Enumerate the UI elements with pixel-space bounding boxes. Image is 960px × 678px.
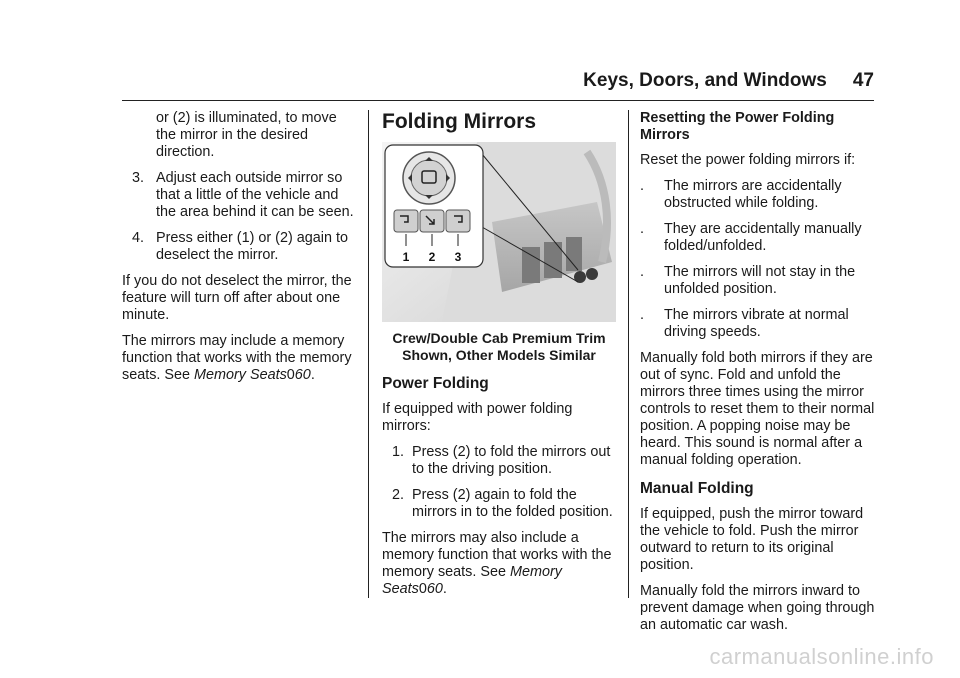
section-heading: Folding Mirrors [382,110,536,133]
page-ref-arrow: 0 [418,581,427,597]
step-text: Press (2) to fold the mirrors out to the driving position. [412,444,611,477]
page-header [583,70,874,92]
bullet-text: The mirrors vibrate at normal driving speeds. [664,307,849,340]
subheading-manual-folding: Manual Folding [640,480,754,497]
page-number: 47 [852,70,874,91]
step-text: Adjust each outside mirror so that a little of the vehicle and the area behind it can be seen. [156,170,354,220]
step-2 [382,487,616,521]
paragraph: If equipped, push the mirror toward the vehicle to fold. Push the mirror outward to return to its original position. [640,506,864,573]
memory-seats-link[interactable]: Memory Seats [382,564,562,597]
mirror-controls-figure [382,142,616,322]
callout-3: 3 [454,250,462,264]
paragraph: Manually fold both mirrors if they are out of sync. Fold and unfold the mirrors three times using the mirror controls to reset them to their normal position. A popping noise may be heard. This sound is normal after a manual folding operation. [640,350,875,468]
subheading-resetting: Resetting the Power Folding Mirrors [640,110,835,143]
column-divider-2 [628,110,629,598]
step-4 [122,230,354,264]
step-number: 2. [392,487,405,503]
paragraph-memory-ref [122,333,354,384]
bullet-item [640,178,876,212]
memory-seats-link[interactable]: Memory Seats [194,367,287,383]
bullet-item [640,221,876,255]
step-continuation: or (2) is illuminated, to move the mirror in the desired direction. [156,110,337,160]
header-rule [122,100,874,101]
bullet-marker: . [640,221,644,237]
bullet-marker: . [640,307,644,323]
step-number: 3. [132,170,145,186]
callout-2: 2 [428,250,436,264]
bullet-item [640,307,876,341]
bullet-text: The mirrors are accidentally obstructed while folding. [664,178,842,211]
page-ref-arrow: 0 [286,367,295,383]
bullet-item [640,264,876,298]
column-divider-1 [368,110,369,598]
watermark: carmanualsonline.info [709,644,934,669]
figure-caption [382,330,616,364]
caption-line-2: Shown, Other Models Similar [402,347,596,363]
step-text: Press either (1) or (2) again to deselect the mirror. [156,230,348,263]
bullet-marker: . [640,178,644,194]
step-text: Press (2) again to fold the mirrors in to the folded position. [412,487,613,520]
paragraph-memory-ref [382,530,616,598]
page-ref-number[interactable]: 60 [294,367,311,383]
step-number: 1. [392,444,405,460]
column-2 [382,110,616,607]
column-3 [640,110,876,643]
page-ref-number[interactable]: 60 [426,581,443,597]
section-title: Keys, Doors, and Windows [583,70,827,91]
subheading-power-folding: Power Folding [382,375,489,392]
paragraph: Manually fold the mirrors inward to prevent damage when going through an automatic car wash. [640,583,875,633]
caption-line-1: Crew/Double Cab Premium Trim [392,330,606,346]
step-3 [122,170,354,221]
paragraph-end: . [310,367,315,383]
mirror-controls-illustration [382,142,616,322]
step-1 [382,444,616,478]
column-1 [122,110,354,393]
bullet-text: They are accidentally manually folded/unfolded. [664,221,862,254]
bullet-text: The mirrors will not stay in the unfolded position. [664,264,856,297]
paragraph-text: The mirrors may include a memory function that works with the memory seats. See [122,333,352,383]
step-number: 4. [132,230,145,246]
paragraph-text: The mirrors may also include a memory function that works with the memory seats. See [382,530,612,580]
bullet-marker: . [640,264,644,280]
paragraph: If equipped with power folding mirrors: [382,401,573,434]
paragraph-end: . [442,581,447,597]
callout-1: 1 [402,250,410,264]
paragraph: Reset the power folding mirrors if: [640,152,856,168]
paragraph: If you do not deselect the mirror, the feature will turn off after about one minute. [122,273,352,323]
